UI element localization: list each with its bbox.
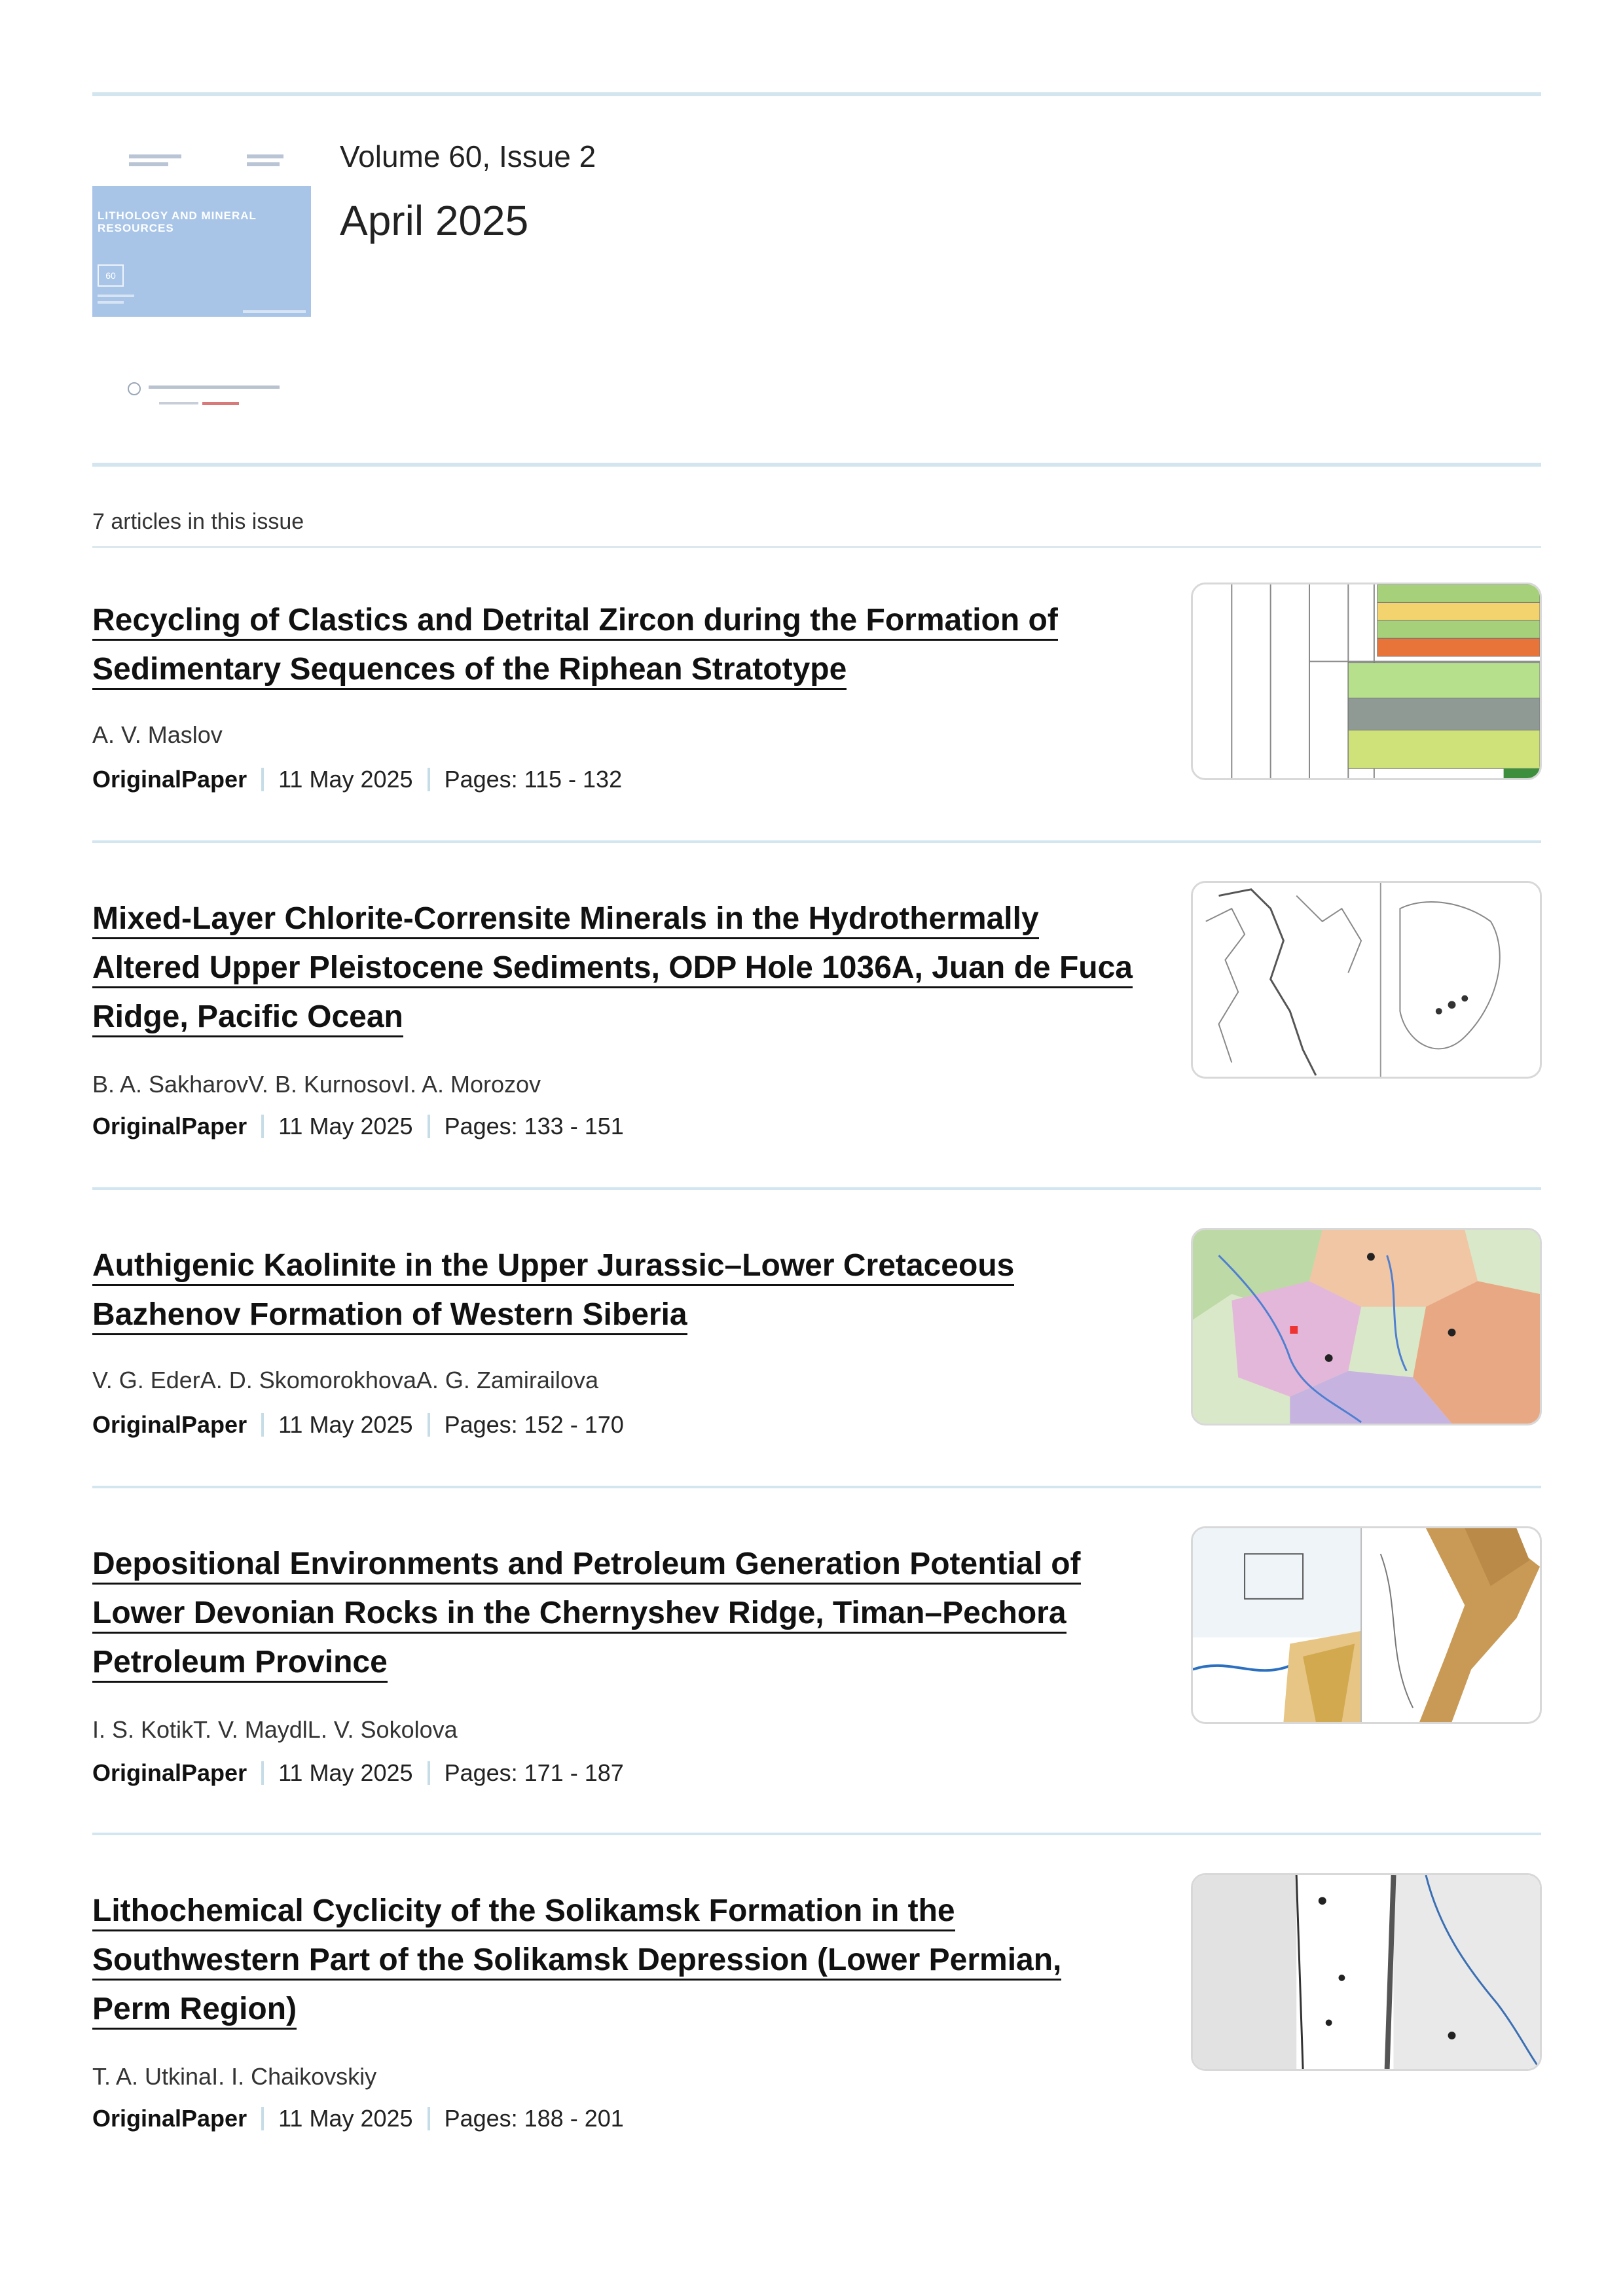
count-divider [92,546,1541,548]
article-date: 11 May 2025 [278,766,413,793]
article-item [92,596,1541,844]
volume-issue: Volume 60, Issue 2 [340,139,596,173]
meta-separator [261,768,264,791]
article-item [92,1886,1541,2161]
meta-separator [428,768,430,791]
article-type: OriginalPaper [92,1411,247,1438]
article-title[interactable]: Recycling of Clastics and Detrital Zircon during the Formation of Sedimentary Sequences of the Riphean Stratotype [92,596,1140,694]
article-thumbnail-stratigraphic-column[interactable] [1191,583,1542,780]
article-pages: Pages: 115 - 132 [444,766,623,793]
article-date: 11 May 2025 [278,1759,413,1786]
article-type: OriginalPaper [92,2105,247,2132]
article-pages: Pages: 152 - 170 [444,1411,624,1438]
publisher-logo [120,376,290,415]
article-meta [92,1411,624,1439]
article-title[interactable]: Mixed-Layer Chlorite-Corrensite Minerals in the Hydrothermally Altered Upper Pleistocene Sediments, ODP Hole 1036A, Juan de Fuca Ridge, Pacific Ocean [92,894,1140,1041]
article-date: 11 May 2025 [278,1411,413,1438]
article-pages: Pages: 133 - 151 [444,1113,624,1139]
meta-separator [261,1761,264,1785]
meta-separator [261,1115,264,1138]
article-title[interactable]: Depositional Environments and Petroleum Generation Potential of Lower Devonian Rocks in the Chernyshev Ridge, Timan–Pechora Petroleum Province [92,1539,1140,1687]
article-authors: T. A. UtkinaI. I. Chaikovskiy [92,2063,377,2090]
article-date: 11 May 2025 [278,2105,413,2132]
header-divider [92,463,1541,467]
cover-volume-badge: 60 [98,264,124,287]
article-item [92,1241,1541,1490]
meta-separator [261,1413,264,1437]
article-pages: Pages: 188 - 201 [444,2105,624,2132]
article-meta [92,1759,624,1787]
cover-title: LITHOLOGY AND MINERAL RESOURCES [98,209,257,234]
meta-separator [428,1413,430,1437]
article-thumbnail-geological-map[interactable] [1191,1526,1542,1724]
article-meta [92,766,622,793]
article-date: 11 May 2025 [278,1113,413,1139]
issue-date: April 2025 [340,197,529,244]
article-divider [92,1187,1541,1190]
article-authors: A. V. Maslov [92,721,223,748]
article-pages: Pages: 171 - 187 [444,1759,624,1786]
meta-separator [428,1761,430,1785]
cover-panel [92,186,311,317]
article-type: OriginalPaper [92,766,247,793]
article-title[interactable]: Authigenic Kaolinite in the Upper Jurassic–Lower Cretaceous Bazhenov Formation of Western Siberia [92,1241,1140,1339]
journal-cover-image[interactable] [92,143,311,418]
article-authors: V. G. EderA. D. SkomorokhovaA. G. Zamirailova [92,1367,598,1393]
top-divider [92,92,1541,96]
article-item [92,1539,1541,1834]
article-thumbnail-colored-region-map[interactable] [1191,1228,1542,1426]
article-title[interactable]: Lithochemical Cyclicity of the Solikamsk Formation in the Southwestern Part of the Solikamsk Depression (Lower Permian, Perm Region) [92,1886,1140,2034]
article-meta [92,1113,624,1140]
article-type: OriginalPaper [92,1113,247,1139]
article-thumbnail-line-map[interactable] [1191,881,1542,1079]
article-divider [92,1833,1541,1835]
meta-separator [261,2107,264,2130]
article-authors: I. S. KotikT. V. MaydlL. V. Sokolova [92,1716,458,1743]
article-type: OriginalPaper [92,1759,247,1786]
article-divider [92,840,1541,843]
meta-separator [428,2107,430,2130]
article-count: 7 articles in this issue [92,509,304,534]
article-meta [92,2105,624,2132]
article-item [92,894,1541,1189]
cover-header [92,143,311,186]
meta-separator [428,1115,430,1138]
article-authors: B. A. SakharovV. B. KurnosovI. A. Morozov [92,1071,541,1098]
article-divider [92,1486,1541,1488]
article-thumbnail-platform-map[interactable] [1191,1873,1542,2071]
